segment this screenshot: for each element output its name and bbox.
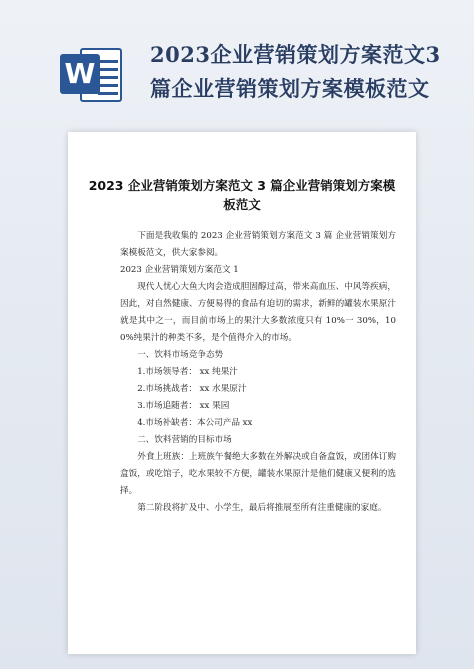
header-title: 2023企业营销策划方案范文3篇企业营销策划方案模板范文	[150, 42, 441, 101]
paragraph-body: 现代人忧心大鱼大肉会造成胆固醇过高，带来高血压、中风等疾病，因此，对自然健康、方便易得的食品有迫切的需求，新鲜的罐装水果原汁就是其中之一，而目前市场上的果汁大多数浓度只有 10%一 30%，100%纯果汁的种类不多，是个值得介入的市场。	[120, 282, 396, 343]
list-item: 4.市场补缺者：本公司产品 xx	[137, 418, 253, 428]
document-title: 2023 企业营销策划方案范文 3 篇企业营销策划方案模板范文	[88, 178, 396, 212]
list-heading: 一、饮料市场竞争态势	[137, 350, 224, 360]
document-content	[120, 228, 396, 517]
list-item: 2.市场挑战者： xx 水果原汁	[137, 384, 247, 394]
list-item: 3.市场追随者： xx 果园	[137, 401, 230, 411]
paragraph-section-heading: 2023 企业营销策划方案范文 1	[120, 265, 239, 275]
document-page	[68, 132, 416, 654]
paragraph-body: 外食上班族：上班族午餐绝大多数在外解决或自备盒饭，或团体订购盒饭，或吃馆子，吃水果较不方便，罐装水果原汁是他们健康又便利的选择。	[120, 452, 396, 496]
word-badge: W	[60, 54, 100, 94]
header	[0, 0, 474, 120]
word-icon	[60, 44, 126, 106]
paragraph-body: 第二阶段将扩及中、小学生，最后将推展至所有注重健康的家庭。	[137, 503, 387, 513]
list-item: 1.市场领导者： xx 纯果汁	[137, 367, 238, 377]
list-heading: 二、饮料营销的目标市场	[137, 435, 232, 445]
paragraph-intro: 下面是我收集的 2023 企业营销策划方案范文 3 篇 企业营销策划方案模板范文，供大家参阅。	[120, 231, 396, 258]
